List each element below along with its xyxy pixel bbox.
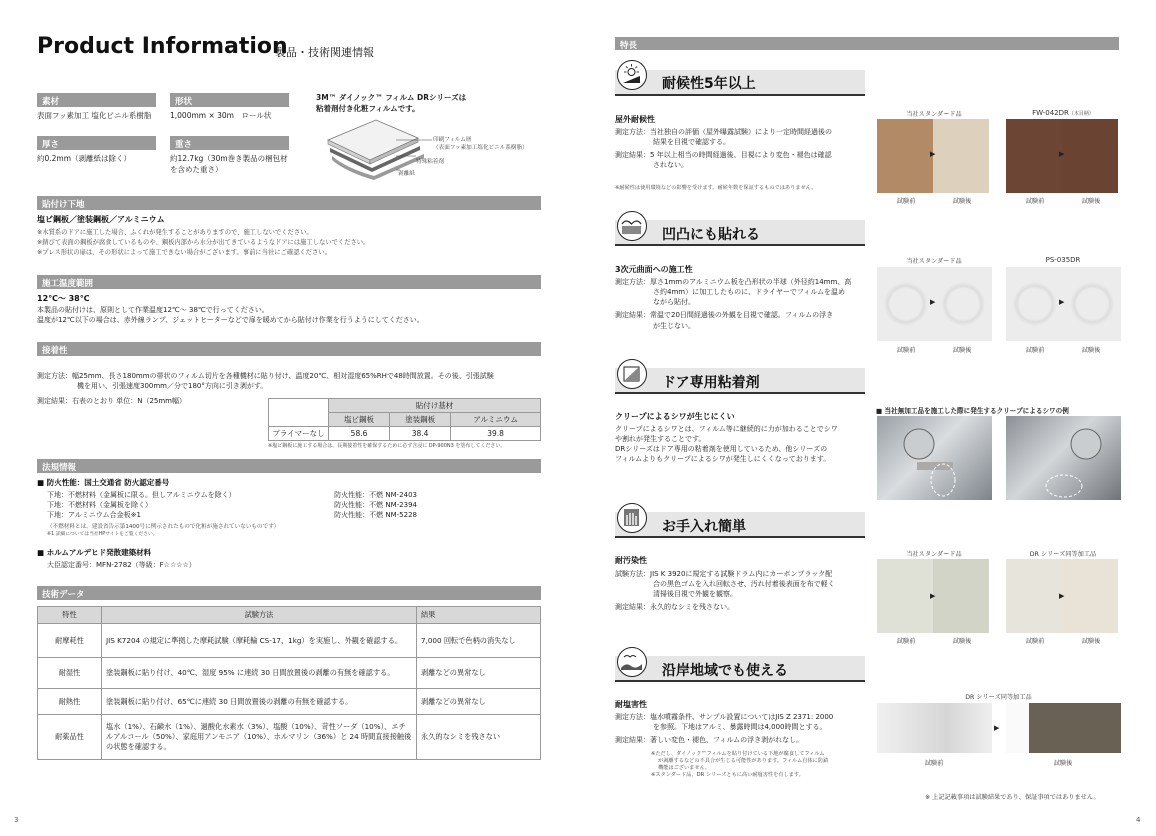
spec-shape-label: 形状 [170,93,289,107]
layer-print-film: 印刷フィルム層 （表面フッ素加工塩化ビニル系樹脂） [433,137,528,151]
adhesion-method: 測定方法：幅25mm、長さ180mmの帯状のフィルム切片を各種機材に貼り付け、温度20℃、相対湿度65%RHで48時間放置。その後、引張試験 機を用い、引張速度300mm／分で180°方向に引き剥がす。 [37,372,494,391]
table-row: 耐湿性 塗装鋼板に貼り付け、40℃、湿度 95% に連続 30 日間放置後の剥離の有無を確認する。 剥離などの異常なし [38,658,541,689]
sun-icon [617,60,647,90]
label-before: 試験前 [896,638,916,645]
swatch-stain-standard-before [877,559,936,633]
swatch-stain-dr-before [1006,559,1065,633]
swatch-standard-before [877,119,936,193]
layer-liner: 剥離紙 [398,171,415,177]
temperature-head: 12℃～ 38℃ [37,294,90,303]
spec-thickness-label: 厚さ [37,136,156,150]
label-after: 試験後 [1053,760,1073,767]
fire-list: 下地：不燃材料（金属板に限る。但しアルミニウムを除く） 防火性能：不燃 NM-2403 下地：不燃材料（金属板を除く） 防火性能：不燃 NM-2394 下地：アルミニウム合金板※1 防火性能：不燃 NM-5228 [47,491,417,520]
creep-photo-caption: ■ 当社無加工品を施工した際に発生するクリープによるシワの例 [876,407,1069,415]
diagram-title: 3M™ ダイノック™ フィルム DRシリーズは 粘着剤付き化粧フィルムです。 [316,93,467,113]
techdata-table: 特性 試験方法 結果 耐摩耗性 JIS K7204 の規定に準拠した摩耗試験（摩耗輪 CS-17、1kg）を実施し、外観を確認する。 7,000 回転で色柄の消失なし 耐湿性 塗装鋼板に貼り付け、40℃、湿度 95% に連続 30 日間放置後の剥離の有無を確認する。 剥離などの異常なし 耐熱性 塗装鋼板に貼り付け、65℃に連続 30 日間放置後の剥離の有無を確認する。 剥離などの異常なし 耐薬品性 塩水（1%）、石鹸水（1%）、過酸化水素水（3%）、塩酸（10%）、苛性ソーダ（10%）、エチルアルコール（50%）、家庭用アンモニア（10%）、ホルマリン（36%）と 24 時間直接接触後の状態を確認する。 永久的なシミを残さない [37,606,541,760]
feature-uneven-text: 測定方法：厚さ1mmのアルミニウム板を凸形状の半球（外径約14mm、高 さ約4mm）に加工したものに、ドライヤーでフィルムを温め ながら貼付。 測定結果：常温で20日間経過後の外観を目視で確認。フィルムの浮き が生じない。 [615,278,852,330]
feature-coastal-text: 測定方法：塩水噴霧条件、サンプル設置についてはJIS Z 2371: 2000 を参照。下地はアルミ、暴露時間は4,000時間とする。 測定結果：著しい変色・褪色、フィルムの浮き剥がれなし。 [615,713,834,745]
swatch-fw-before [1006,119,1065,193]
feature-weather-sub: 屋外耐候性 [615,115,655,124]
table-row: 耐薬品性 塩水（1%）、石鹸水（1%）、過酸化水素水（3%）、塩酸（10%）、苛性ソーダ（10%）、エチルアルコール（50%）、家庭用アンモニア（10%）、ホルマリン（36%）と 24 時間直接接触後の状態を確認する。 永久的なシミを残さない [38,715,541,760]
label-before: 試験前 [1025,198,1045,205]
temperature-bar: 施工温度範囲 [37,275,541,289]
label-after: 試験後 [1081,638,1101,645]
feature-coastal-sub: 耐塩害性 [615,700,647,709]
fire-head: ■ 防火性能：国土交通省 防火認定番号 [37,478,170,487]
table-row: 耐摩耗性 JIS K7204 の規定に準拠した摩耗試験（摩耗輪 CS-17、1kg）を実施し、外観を確認する。 7,000 回転で色柄の消失なし [38,624,541,658]
feature-adhesive-title: ドア専用粘着剤 [662,375,760,391]
photo-door-handle-2 [1006,416,1121,500]
formaldehyde-head: ■ ホルムアルデヒド発散建築材料 [37,548,152,557]
label-before: 試験前 [924,760,944,767]
features-bar: 特長 [615,37,1119,50]
hand-icon [617,503,647,533]
swatch-stain-dr-after [1062,559,1118,633]
feature-uneven-title: 凹凸にも貼れる [662,227,760,243]
feature-adhesive-text: クリープによるシワとは、フィルム等に継続的に力が加わることでシワ や割れが発生することです。 DRシリーズはドア専用の粘着剤を使用しているため、他シリーズの フィルムよりもクリープによるシワが発生しにくくなっております。 [615,425,838,464]
feature-uneven-sub: 3次元曲面への施工性 [615,265,693,274]
uneven-surface-icon [617,211,647,241]
label-before: 試験前 [1025,638,1045,645]
regulation-bar: 法規情報 [37,459,541,473]
feature-weather-text: 測定方法：当社独自の評価（屋外曝露試験）により一定時間経過後の 結果を目視で確認する。 測定結果：5 年以上相当の時間経過後、目視により変色・褪色は確認 されない。 [615,128,832,170]
spec-weight-value-2: を含めた重さ） [170,165,223,174]
table-row: 耐熱性 塗装鋼板に貼り付け、65℃に連続 30 日間放置後の剥離の有無を確認する。 剥離などの異常なし [38,689,541,715]
feature-coastal-notes: ※ただし、ダイノック™フィルムを貼り付けている下地が腐食してフィルム が剥離するなどの不具合が生じる可能性があります。フィルム自体に防錆 機能はございません。 ※スタンダード品、DR シリーズともに高い耐塩害性を有します。 [651,751,829,779]
feature-coastal-title: 沿岸地域でも使える [662,663,788,679]
arrow-icon: ▶ [1059,150,1065,158]
label-after: 試験後 [1081,347,1101,354]
swatch-standard-after [933,119,989,193]
swatch-fw-after [1062,119,1118,193]
adhesion-result: 測定結果：右表のとおり 単位：N（25mm幅） [37,397,187,405]
substrate-head: 塩ビ鋼板／塗装鋼板／アルミニウム [37,215,165,224]
swatch-caption-ps035: PS-035DR [1045,256,1081,264]
page-number-left: 3 [14,816,19,824]
label-before: 試験前 [896,347,916,354]
arrow-icon: ▶ [1059,298,1065,306]
photo-door-handle-1 [877,416,992,500]
adhesive-icon [617,359,647,389]
page-title: Product Information [37,34,288,59]
layer-adhesive: 特殊粘着剤 [416,159,444,165]
spec-weight-value-1: 約12.7kg（30m巻き製品の梱包材 [170,154,288,163]
swatch-caption-standard: 当社スタンダード品 [906,551,962,558]
spec-material-label: 素材 [37,93,156,107]
feature-cleaning-title: お手入れ簡単 [662,519,746,535]
substrate-notes: ※木質系のドアに施工した場合、ふくれが発生することがありますので、施工しないでください。 ※錆びて表面の鋼板が腐食しているものや、鋼板内部から水分が出てきているようなドアには施工しないでください。 ※プレス形状の扉は、その形状によって施工できない場合がございます。事前に当社にご確認ください。 [37,229,370,257]
label-after: 試験後 [1081,198,1101,205]
temperature-text: 本製品の貼付けは、原則として作業温度12℃～ 38℃で行ってください。 温度が12℃以下の場合は、赤外線ランプ、ジェットヒーターなどで扉を暖めてから貼付け作業を行うようにしてください。 [37,306,424,325]
fire-notes: （不燃材料とは、建設省告示第1400号に例示されたもので化粧が施されていないものです） ※1 詳細については当社HPサイトをご覧ください。 [47,524,280,537]
substrate-bar: 貼付け下地 [37,196,541,210]
formaldehyde-value: 大臣認定番号：MFN-2782（等級：F☆☆☆☆） [47,561,196,569]
spec-material-value: 表面フッ素加工 塩化ビニル系樹脂 [37,111,152,120]
swatch-caption-standard: 当社スタンダード品 [906,258,962,265]
label-after: 試験後 [952,638,972,645]
swatch-caption-standard: 当社スタンダード品 [906,111,962,118]
spec-weight-label: 重さ [170,136,289,150]
feature-cleaning-text: 試験方法：JIS K 3920に規定する試験ドラム内にカーボンブラック配 合の黒色ゴムを入れ回転させ、汚れ付着後表面を布で軽く 清掃後目視で外観を観察。 測定結果：永久的なシミを残さない。 [615,570,835,612]
techdata-bar: 技術データ [37,586,541,600]
swatch-caption-dr: DR シリーズ同等加工品 [1029,551,1097,558]
feature-adhesive-sub: クリープによるシワが生じにくい [615,412,735,421]
photo-salt-after [1006,703,1121,753]
arrow-icon: ▶ [994,724,1000,732]
label-after: 試験後 [952,198,972,205]
spec-thickness-value: 約0.2mm（剥離紙は除く） [37,154,132,163]
adhesion-table: 貼付け基材 塩ビ鋼板 塗装鋼板 アルミニウム プライマーなし 58.6 38.4 39.8 [268,398,541,441]
feature-cleaning-sub: 耐汚染性 [615,556,647,565]
adhesion-bar: 接着性 [37,342,541,356]
photo-salt-before [877,703,992,753]
adhesion-note: ※塩ビ鋼板に施工する場合は、長期接着性を確保するために必ず含浸に DP-900N3 を塗布してください。 [268,443,506,449]
swatch-caption-fw042: FW-042DR（木目柄） [1032,109,1094,117]
page-subtitle: 製品・技術関連情報 [275,46,374,59]
label-after: 試験後 [952,347,972,354]
swatch-caption-dr-salt: DR シリーズ同等加工品 [965,694,1032,701]
swatch-stain-standard-after [933,559,989,633]
label-before: 試験前 [1025,347,1045,354]
page-number-right: 4 [1136,816,1141,824]
feature-weather-note: ※耐候性は使用環境などの影響を受けます。耐候年数を保証するものではありません。 [615,185,817,191]
arrow-icon: ▶ [1059,592,1065,600]
arrow-icon: ▶ [930,150,936,158]
arrow-icon: ▶ [930,298,936,306]
label-before: 試験前 [896,198,916,205]
footer-note: ※ 上記記載事項は試験結果であり、保証事項ではありません。 [925,794,1100,801]
seagull-icon [617,647,647,677]
spec-shape-value: 1,000mm × 30m ロール状 [170,111,272,120]
arrow-icon: ▶ [930,592,936,600]
feature-weather-title: 耐候性5年以上 [662,76,756,92]
